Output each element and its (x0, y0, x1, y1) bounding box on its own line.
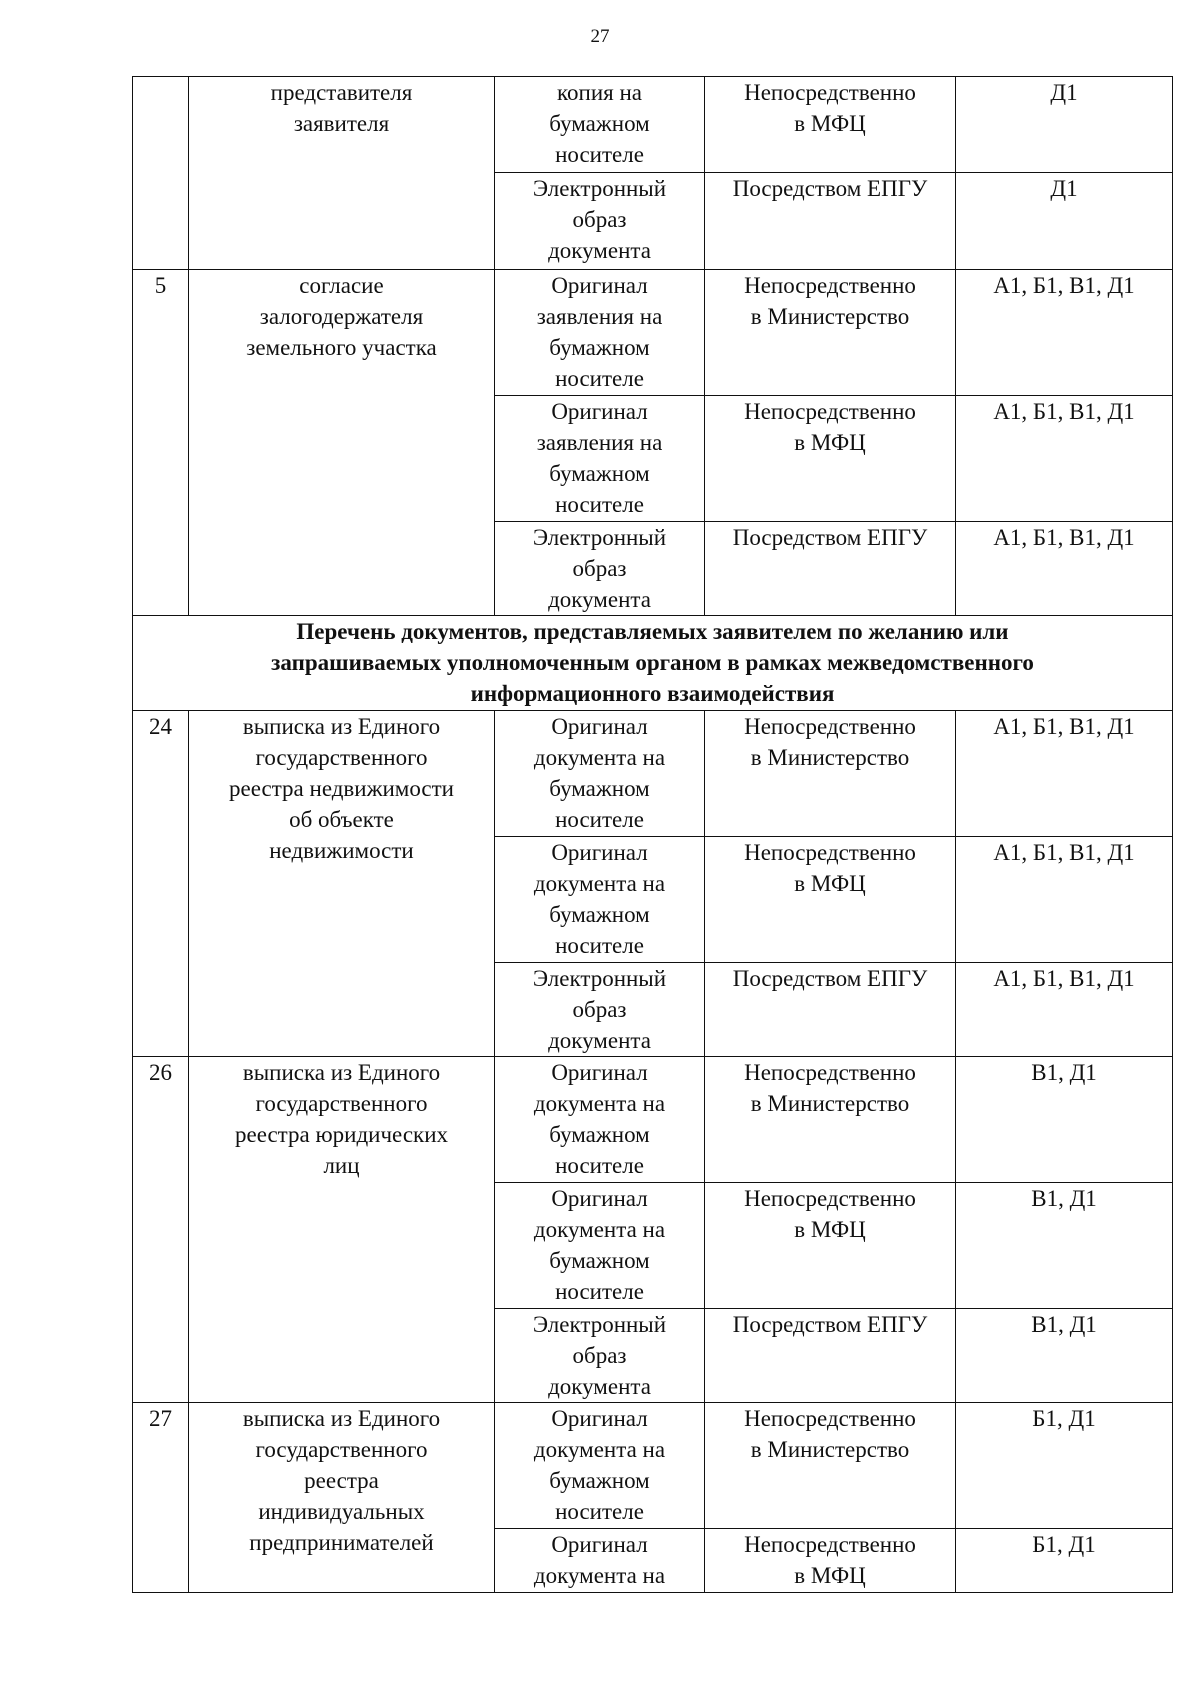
document-form-line: копия на (557, 80, 642, 105)
documents-table (132, 76, 1173, 1593)
submission-method-line: Непосредственно (744, 840, 916, 865)
document-form-line: Оригинал (551, 840, 648, 865)
document-form-line: заявления на (536, 430, 663, 455)
document-form-line: носителе (555, 933, 644, 958)
submission-method-line: Посредством ЕПГУ (732, 1312, 928, 1337)
document-form (495, 711, 705, 837)
document-name-line: недвижимости (269, 838, 414, 863)
page-number: 27 (590, 26, 610, 47)
document-form-line: образ (572, 556, 627, 581)
applicant-groups: В1, Д1 (956, 1309, 1173, 1403)
document-form-line: документа на (533, 1437, 666, 1462)
table-body-top (133, 77, 1173, 616)
submission-method-line: в Министерство (750, 1437, 910, 1462)
submission-method-line: Непосредственно (744, 1060, 916, 1085)
document-name-line: индивидуальных (258, 1499, 425, 1524)
submission-method-line: в МФЦ (794, 111, 866, 136)
document-form-line: Электронный (532, 525, 667, 550)
submission-method-line: в Министерство (750, 304, 910, 329)
document-form-line: носителе (555, 492, 644, 517)
document-name (189, 711, 495, 1057)
document-form-line: Оригинал (551, 1406, 648, 1431)
document-form-line: образ (572, 207, 627, 232)
submission-method (705, 522, 956, 616)
document-name-line: об объекте (289, 807, 394, 832)
document-name-line: лиц (323, 1153, 360, 1178)
document-name-line: государственного (255, 1437, 428, 1462)
applicant-groups: В1, Д1 (956, 1183, 1173, 1309)
applicant-groups: А1, Б1, В1, Д1 (956, 963, 1173, 1057)
document-form (495, 173, 705, 270)
submission-method-line: Непосредственно (744, 1186, 916, 1211)
document-form-line: носителе (555, 366, 644, 391)
submission-method-line: Непосредственно (744, 1532, 916, 1557)
submission-method-line: Непосредственно (744, 80, 916, 105)
submission-method (705, 77, 956, 173)
document-form-line: Оригинал (551, 1060, 648, 1085)
submission-method-line: в МФЦ (794, 1217, 866, 1242)
document-form-line: бумажном (549, 111, 650, 136)
document-form-line: Электронный (532, 1312, 667, 1337)
document-form-line: образ (572, 1343, 627, 1368)
document-form (495, 270, 705, 396)
document-form (495, 77, 705, 173)
document-name-line: государственного (255, 1091, 428, 1116)
document-form-line: бумажном (549, 1122, 650, 1147)
document-form-line: Оригинал (551, 714, 648, 739)
document-name-line: реестра юридических (234, 1122, 449, 1147)
submission-method-line: Посредством ЕПГУ (732, 176, 928, 201)
document-form-line: бумажном (549, 1468, 650, 1493)
document-form-line: бумажном (549, 461, 650, 486)
document-form (495, 1183, 705, 1309)
row-number (133, 77, 189, 270)
table-row (133, 711, 1173, 837)
submission-method-line: Посредством ЕПГУ (732, 525, 928, 550)
document-name-line: земельного участка (246, 335, 437, 360)
submission-method (705, 711, 956, 837)
row-number: 5 (133, 270, 189, 616)
submission-method (705, 173, 956, 270)
document-name-line: согласие (299, 273, 384, 298)
submission-method (705, 270, 956, 396)
table-row (133, 1057, 1173, 1183)
submission-method (705, 1183, 956, 1309)
document-form-line: документа (548, 1374, 651, 1399)
document-form-line: Оригинал (551, 1186, 648, 1211)
submission-method-line: Посредством ЕПГУ (732, 966, 928, 991)
submission-method (705, 1309, 956, 1403)
document-form-line: носителе (555, 1499, 644, 1524)
applicant-groups: А1, Б1, В1, Д1 (956, 711, 1173, 837)
document-form-line: документа на (533, 871, 666, 896)
document-form-line: документа на (533, 745, 666, 770)
document-form-line: бумажном (549, 335, 650, 360)
section-header-line: информационного взаимодействия (470, 681, 835, 706)
document-name-line: предпринимателей (249, 1530, 434, 1555)
document-form-line: Оригинал (551, 399, 648, 424)
document-form-line: документа на (533, 1091, 666, 1116)
document-form-line: носителе (555, 1279, 644, 1304)
section-header-body (133, 616, 1173, 711)
document-name-line: реестра (304, 1468, 379, 1493)
submission-method-line: в Министерство (750, 1091, 910, 1116)
table-row (133, 270, 1173, 396)
submission-method-line: Непосредственно (744, 273, 916, 298)
document-name (189, 1403, 495, 1593)
submission-method-line: Непосредственно (744, 714, 916, 739)
document-form (495, 837, 705, 963)
row-number: 24 (133, 711, 189, 1057)
document-form (495, 1057, 705, 1183)
document-form-line: бумажном (549, 776, 650, 801)
submission-method (705, 396, 956, 522)
document-name (189, 1057, 495, 1403)
document-form-line: носителе (555, 142, 644, 167)
submission-method (705, 963, 956, 1057)
applicant-groups: Д1 (956, 173, 1173, 270)
submission-method-line: Непосредственно (744, 1406, 916, 1431)
document-form-line: Электронный (532, 176, 667, 201)
applicant-groups: А1, Б1, В1, Д1 (956, 522, 1173, 616)
document-form-line: документа (548, 587, 651, 612)
section-header-line: Перечень документов, представляемых заявителем по желанию или (296, 619, 1009, 644)
section-header-line: запрашиваемых уполномоченным органом в рамках межведомственного (271, 650, 1034, 675)
submission-method-line: в Министерство (750, 745, 910, 770)
table-row (133, 77, 1173, 173)
submission-method (705, 837, 956, 963)
row-number: 27 (133, 1403, 189, 1593)
document-form-line: бумажном (549, 1248, 650, 1273)
document-form-line: бумажном (549, 902, 650, 927)
document-form-line: заявления на (536, 304, 663, 329)
applicant-groups: Б1, Д1 (956, 1529, 1173, 1593)
submission-method (705, 1057, 956, 1183)
table-body-bottom (133, 711, 1173, 1593)
applicant-groups: В1, Д1 (956, 1057, 1173, 1183)
document-name (189, 77, 495, 270)
document-name-line: заявителя (293, 111, 390, 136)
document-name-line: выписка из Единого (242, 714, 441, 739)
document-name-line: государственного (255, 745, 428, 770)
document-form (495, 1403, 705, 1529)
document-name-line: представителя (270, 80, 413, 105)
document-form-line: Электронный (532, 966, 667, 991)
document-name (189, 270, 495, 616)
document-name-line: реестра недвижимости (229, 776, 454, 801)
document-name-line: залогодержателя (259, 304, 424, 329)
document-form-line: документа (548, 238, 651, 263)
submission-method-line: в МФЦ (794, 430, 866, 455)
document-form (495, 963, 705, 1057)
submission-method-line: Непосредственно (744, 399, 916, 424)
document-form-line: носителе (555, 1153, 644, 1178)
document-name-line: выписка из Единого (242, 1060, 441, 1085)
document-form (495, 522, 705, 616)
document-form (495, 1529, 705, 1593)
document-form (495, 1309, 705, 1403)
document-form-line: Оригинал (551, 273, 648, 298)
applicant-groups: Д1 (956, 77, 1173, 173)
applicant-groups: А1, Б1, В1, Д1 (956, 837, 1173, 963)
document-form-line: документа на (533, 1217, 666, 1242)
applicant-groups: А1, Б1, В1, Д1 (956, 270, 1173, 396)
document-form-line: носителе (555, 807, 644, 832)
row-number: 26 (133, 1057, 189, 1403)
applicant-groups: А1, Б1, В1, Д1 (956, 396, 1173, 522)
document-form-line: документа на (533, 1563, 666, 1588)
section-header-row (133, 616, 1173, 711)
document-form-line: документа (548, 1028, 651, 1053)
submission-method (705, 1529, 956, 1593)
submission-method-line: в МФЦ (794, 871, 866, 896)
document-form-line: Оригинал (551, 1532, 648, 1557)
document-name-line: выписка из Единого (242, 1406, 441, 1431)
submission-method-line: в МФЦ (794, 1563, 866, 1588)
document-form (495, 396, 705, 522)
submission-method (705, 1403, 956, 1529)
document-form-line: образ (572, 997, 627, 1022)
section-header (133, 616, 1173, 711)
applicant-groups: Б1, Д1 (956, 1403, 1173, 1529)
table-row (133, 1403, 1173, 1529)
